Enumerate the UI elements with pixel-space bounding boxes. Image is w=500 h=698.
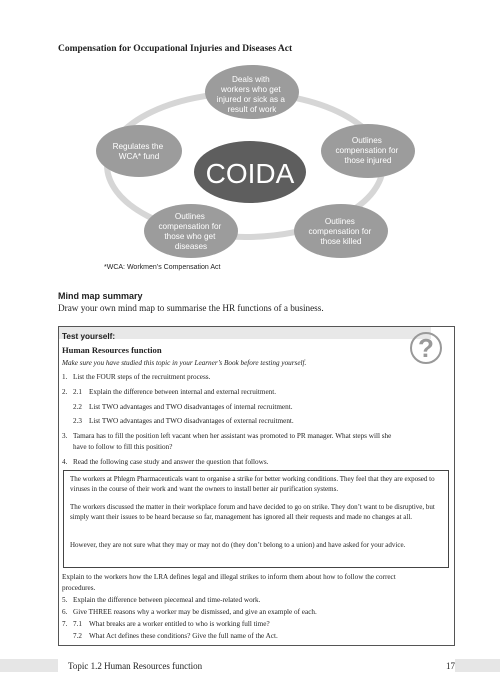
test-title: Test yourself: [62, 332, 116, 341]
question-2-3-number: 2.3 [73, 417, 82, 425]
question-3-line: Tamara has to fill the position left vacant when her assistant was promoted to PR manager. What steps will she [73, 432, 392, 440]
center-label: COIDA [205, 158, 295, 189]
node-left-top [96, 125, 182, 177]
question-5-number: 5. [62, 596, 68, 604]
coida-diagram [95, 55, 435, 260]
question-4-number: 4. [62, 458, 68, 466]
question-2-2-text: List TWO advantages and TWO disadvantages of internal recruitment. [89, 403, 293, 411]
question-2-3-text: List TWO advantages and TWO disadvantages of external recruitment. [89, 417, 294, 425]
question-2-1-text: Explain the difference between internal and external recruitment. [89, 388, 277, 396]
case-study-paragraph: However, they are not sure what they may or may not do (they don’t belong to a union) and have asked for your advice. [70, 541, 406, 549]
question-1-text: List the FOUR steps of the recruitment process. [73, 373, 211, 381]
node-right-top-line: Outlines [351, 136, 382, 145]
mind-map-instruction: Draw your own mind map to summarise the HR functions of a business. [58, 303, 324, 313]
case-study-box [63, 470, 449, 568]
test-intro: Make sure you have studied this topic in your Learner’s Book before testing yourself. [62, 359, 307, 367]
question-1-number: 1. [62, 373, 68, 381]
question-3-line: have to follow to fill this position? [73, 443, 173, 451]
page-number: 17 [446, 661, 455, 671]
node-right-top [321, 124, 415, 178]
node-left-bottom-line: diseases [174, 242, 208, 251]
case-study-paragraph: The workers at Phlegm Pharmaceuticals want to organise a strike for better working conditions. They feel that they are exposed to viruses in the course of their work and want the owners to install better air purification systems. [70, 475, 435, 493]
node-left-top-line: WCA* fund [118, 152, 160, 161]
node-left-bottom-line: those who get [164, 232, 216, 241]
question-7-2-text: What Act defines these conditions? Give the full name of the Act. [89, 632, 278, 640]
node-top-line: injured or sick as a [216, 95, 285, 104]
node-right-top-line: those injured [344, 156, 392, 165]
node-right-bottom-line: those killed [320, 237, 362, 246]
question-7-2-number: 7.2 [73, 632, 82, 640]
node-left-top-line: Regulates the [112, 142, 164, 151]
diagram-footnote: *WCA: Workmen’s Compensation Act [104, 264, 221, 271]
node-top-line: result of work [227, 105, 277, 114]
question-3-number: 3. [62, 432, 68, 440]
question-7-number: 7. [62, 620, 68, 628]
question-7-1-text: What breaks are a worker entitled to who is working full time? [89, 620, 270, 628]
node-top [205, 65, 299, 119]
page-heading: Compensation for Occupational Injuries and Diseases Act [58, 44, 293, 54]
svg-text:Regulates the WCA* fund [113, 142, 166, 161]
question-6-number: 6. [62, 608, 68, 616]
question-2-2-number: 2.2 [73, 403, 82, 411]
case-question-line: procedures. [62, 584, 96, 592]
question-5-text: Explain the difference between piecemeal and time-related work. [73, 596, 261, 604]
question-7-1-number: 7.1 [73, 620, 82, 628]
node-right-bottom-line: Outlines [324, 217, 355, 226]
node-top-line: workers who get [221, 85, 281, 94]
node-left-bottom-line: compensation for [158, 222, 222, 231]
mind-map-title: Mind map summary [58, 291, 143, 301]
question-mark-icon: ? [410, 332, 442, 364]
footer-topic: Topic 1.2 Human Resources function [68, 661, 203, 671]
question-2-number: 2. [62, 388, 68, 396]
case-study-paragraph: The workers discussed the matter in their workplace forum and have decided to go on strike. They don’t want to be disruptive, but simply want their issues to be heard because so far, management has ignored all their requests and made no changes at all. [70, 503, 435, 521]
question-6-text: Give THREE reasons why a worker may be dismissed, and give an example of each. [73, 608, 317, 616]
node-right-bottom-line: compensation for [308, 227, 372, 236]
node-right-top-line: compensation for [335, 146, 399, 155]
node-left-bottom-line: Outlines [174, 212, 205, 221]
test-subtitle: Human Resources function [62, 345, 162, 355]
center-node [194, 141, 306, 203]
question-2-1-number: 2.1 [73, 388, 82, 396]
node-top-line: Deals with [231, 75, 270, 84]
case-question-line: Explain to the workers how the LRA defines legal and illegal strikes to inform them about how to follow the correct [62, 573, 396, 581]
question-4-text: Read the following case study and answer the question that follows. [73, 458, 269, 466]
node-left-bottom [144, 204, 238, 258]
node-right-bottom [294, 204, 388, 258]
